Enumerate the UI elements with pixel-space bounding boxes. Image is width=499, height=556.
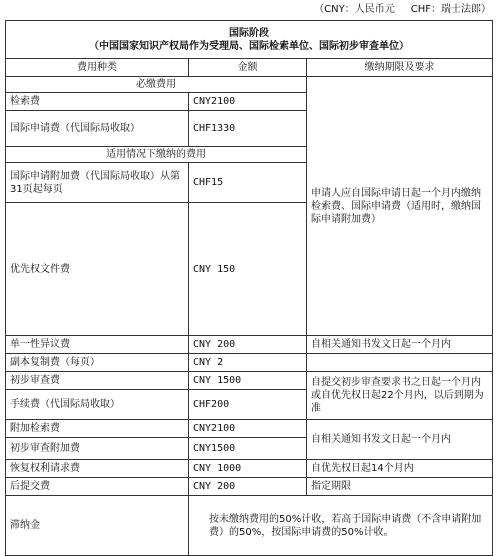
fee-deadline-empty bbox=[307, 354, 493, 372]
section-row-required bbox=[6, 77, 493, 93]
fee-name: 后提交费 bbox=[6, 478, 189, 496]
column-header-row bbox=[6, 59, 493, 77]
table-header-row bbox=[6, 21, 493, 59]
fee-name: 单一性异议费 bbox=[6, 336, 189, 354]
fee-name: 初步审查附加费 bbox=[6, 438, 189, 460]
fee-name: 优先权文件费 bbox=[6, 203, 189, 336]
fee-amount: CNY2100 bbox=[189, 93, 307, 111]
fee-name: 检索费 bbox=[6, 93, 189, 111]
col-deadline: 缴纳期限及要求 bbox=[307, 59, 493, 77]
fee-name: 初步审查费 bbox=[6, 372, 189, 390]
fee-name: 附加检索费 bbox=[6, 420, 189, 438]
fee-name: 国际申请附加费（代国际局收取）从第31页起每页 bbox=[6, 163, 189, 203]
table-row bbox=[6, 420, 493, 438]
table-row bbox=[6, 336, 493, 354]
legend-chf: CHF：瑞士法郎） bbox=[410, 4, 491, 15]
table-row bbox=[6, 496, 493, 556]
fee-name: 国际申请费（代国际局收取） bbox=[6, 111, 189, 147]
fee-deadline: 指定期限 bbox=[307, 478, 493, 496]
fee-name: 恢复权利请求费 bbox=[6, 460, 189, 478]
fee-amount: CNY2100 bbox=[189, 420, 307, 438]
fee-table bbox=[5, 20, 493, 556]
late-fee-description: 按未缴纳费用的50%计收，若高于国际申请费（不含申请附加费）的50%，按国际申请费的50%计收。 bbox=[189, 496, 493, 556]
fee-amount: CNY 200 bbox=[189, 336, 307, 354]
fee-amount: CNY 150 bbox=[189, 203, 307, 336]
table-subtitle: （中国国家知识产权局作为受理局、国际检索单位、国际初步审查单位） bbox=[89, 40, 410, 52]
fee-amount: CNY 200 bbox=[189, 478, 307, 496]
table-row bbox=[6, 372, 493, 390]
fee-amount: CHF200 bbox=[189, 390, 307, 420]
legend-cny: （CNY：人民币元 bbox=[314, 4, 395, 15]
col-fee-type: 费用种类 bbox=[6, 59, 189, 77]
table-row bbox=[6, 460, 493, 478]
fee-amount: CNY 2 bbox=[189, 354, 307, 372]
section-conditional-label: 适用情况下缴纳的费用 bbox=[6, 147, 307, 163]
fee-amount: CNY 1500 bbox=[189, 372, 307, 390]
table-row bbox=[6, 354, 493, 372]
preliminary-deadline-cell: 自提交初步审查要求书之日起一个月内或自优先权日起22个月内，以后到期为准 bbox=[307, 372, 493, 420]
col-amount: 金额 bbox=[189, 59, 307, 77]
section-required-label: 必缴费用 bbox=[6, 77, 307, 93]
fee-name: 滞纳金 bbox=[6, 496, 189, 556]
required-deadline-cell: 申请人应自国际申请日起一个月内缴纳检索费、国际申请费（适用时，缴纳国际申请附加费） bbox=[307, 77, 493, 336]
table-title-cell bbox=[6, 21, 493, 59]
fee-deadline: 自优先权日起14个月内 bbox=[307, 460, 493, 478]
fee-name: 副本复制费（每页） bbox=[6, 354, 189, 372]
table-title: 国际阶段 bbox=[229, 27, 270, 39]
additional-deadline-cell: 自相关通知书发文日起一个月内 bbox=[307, 420, 493, 460]
currency-legend bbox=[298, 3, 491, 17]
fee-amount: CHF15 bbox=[189, 163, 307, 203]
fee-deadline: 自相关通知书发文日起一个月内 bbox=[307, 336, 493, 354]
fee-name: 手续费（代国际局收取） bbox=[6, 390, 189, 420]
fee-amount: CHF1330 bbox=[189, 111, 307, 147]
table-row bbox=[6, 478, 493, 496]
fee-amount: CNY1500 bbox=[189, 438, 307, 460]
fee-amount: CNY 1000 bbox=[189, 460, 307, 478]
